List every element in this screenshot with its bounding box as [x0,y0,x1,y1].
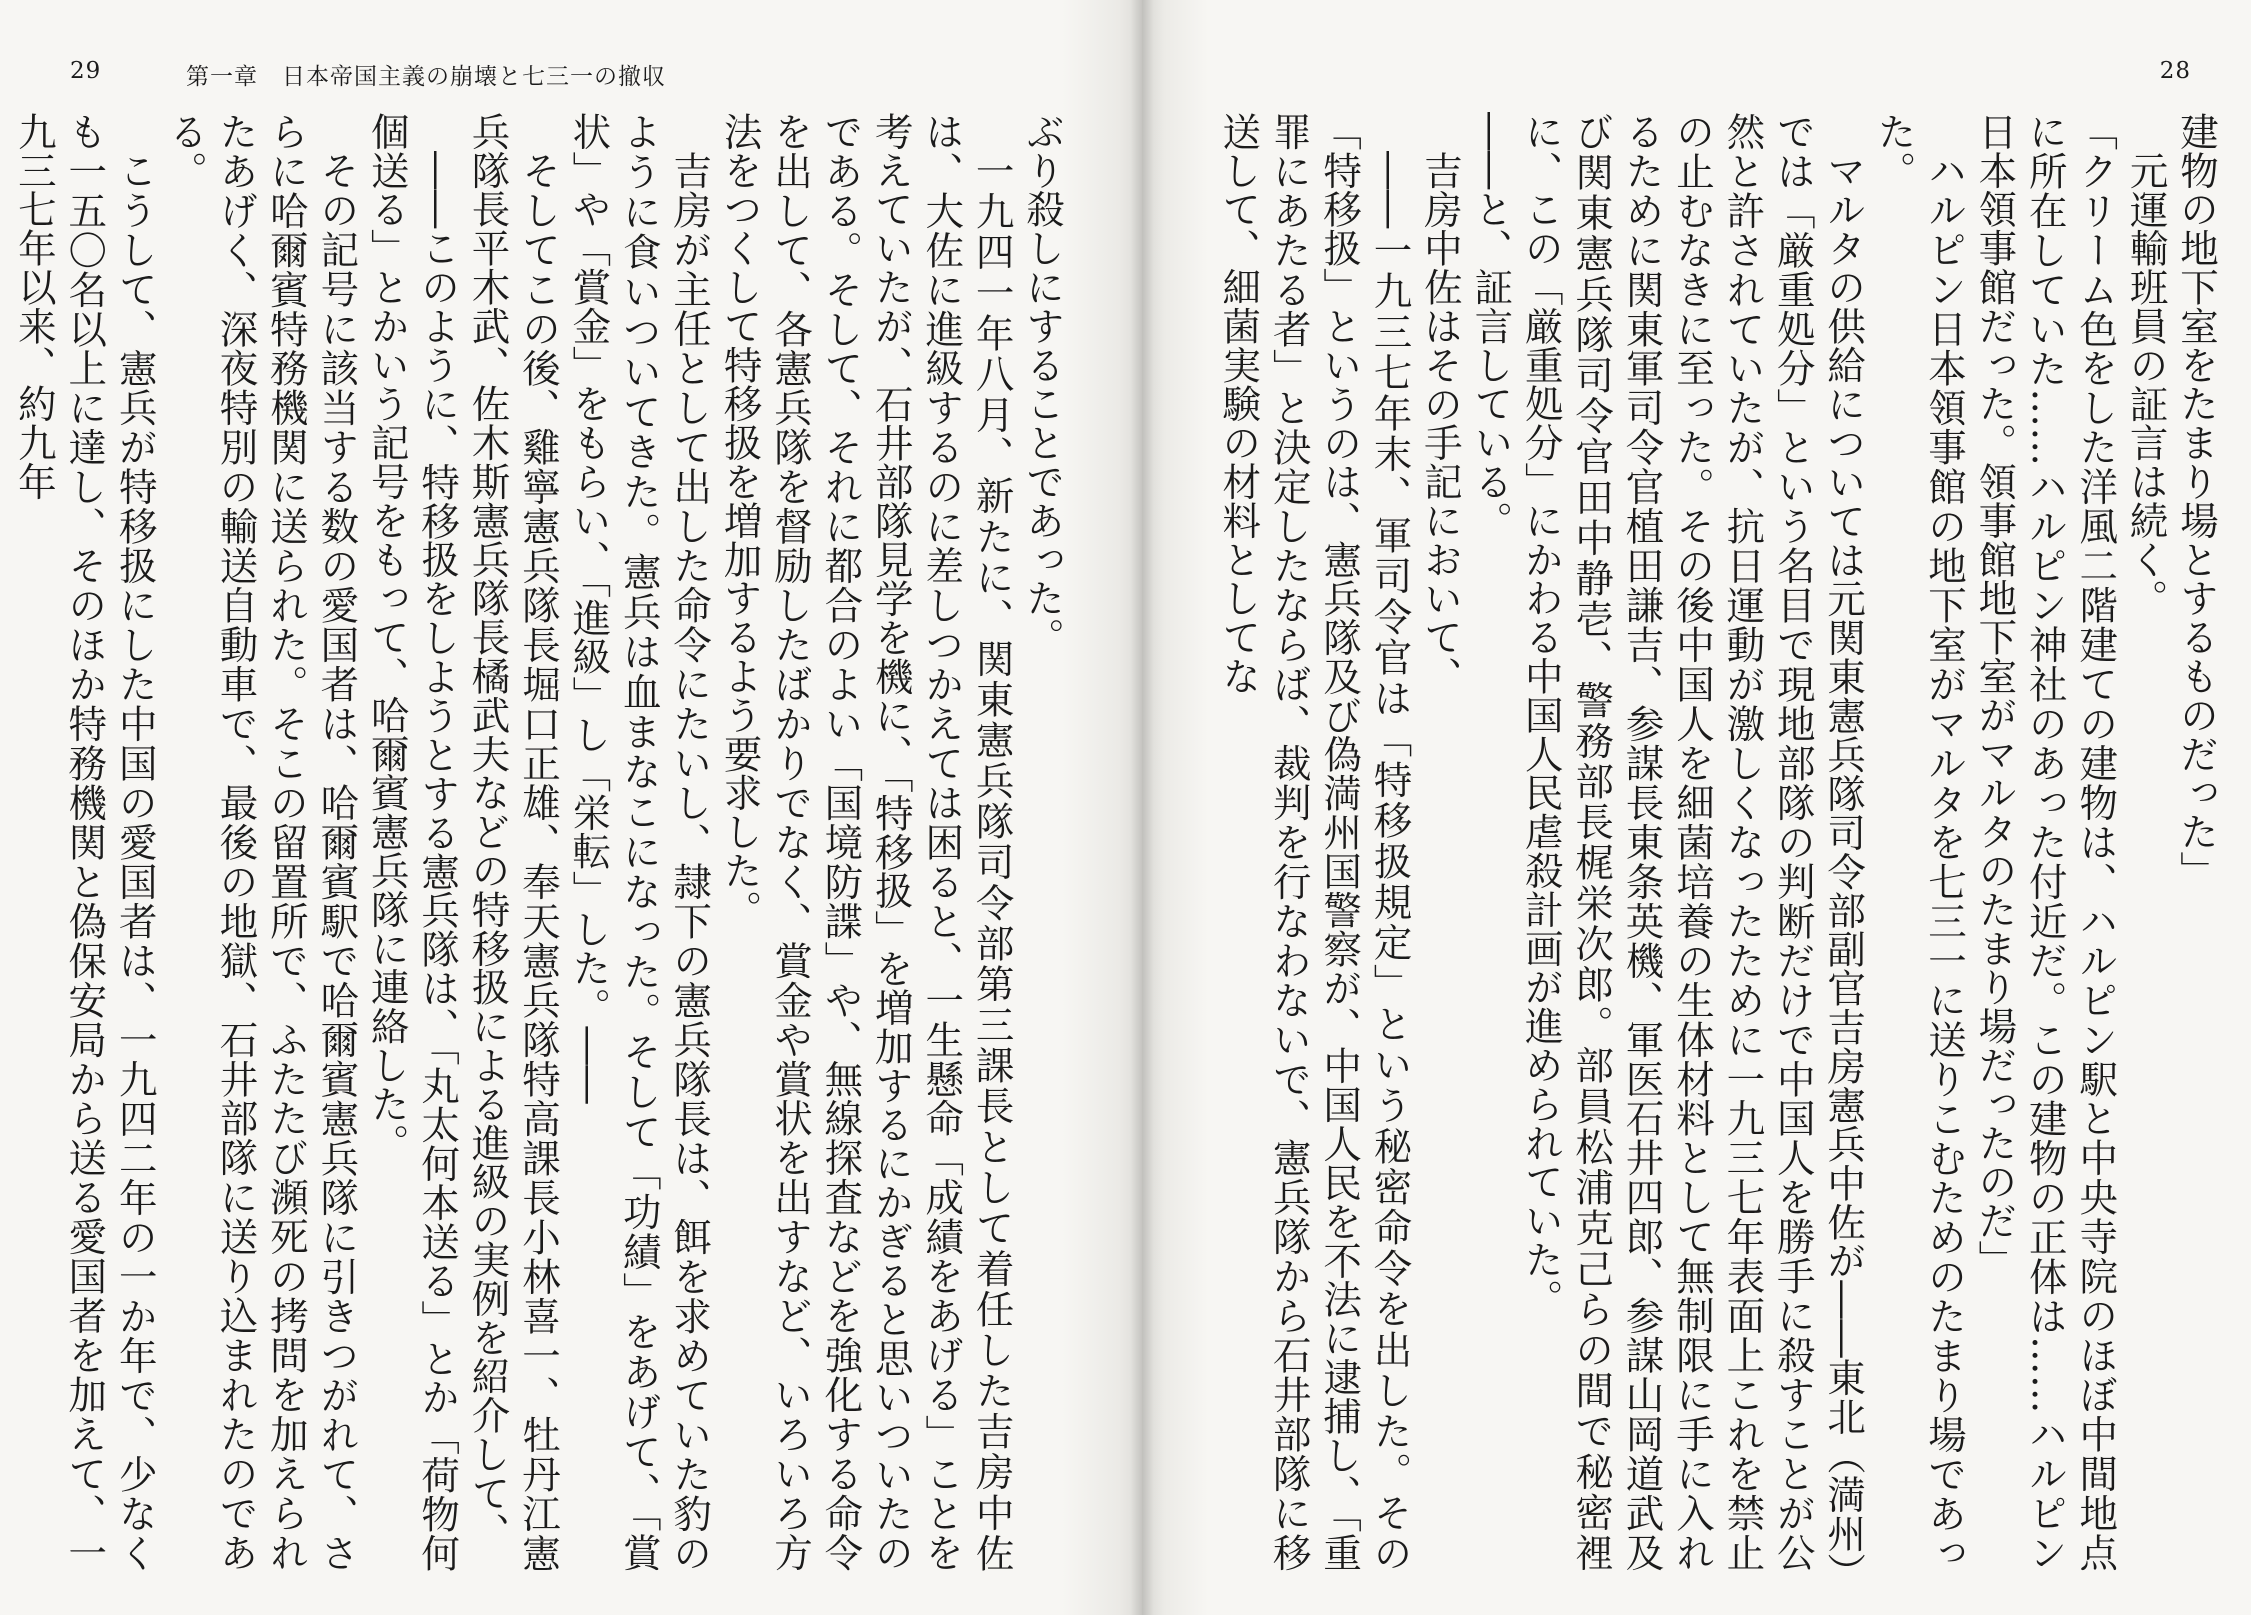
paragraph: ハルピン日本領事館の地下室がマルタを七三一に送りこむためのたまり場であった。 [1871,112,1967,1572]
right-page [1142,0,2251,1615]
paragraph: ――このように、特移扱をしようとする憲兵隊は、「丸太何本送る」とか「荷物何個送る」とかいう記号をもって、哈爾賓憲兵隊に連絡した。 [364,112,461,1572]
paragraph: 一九四一年八月、新たに、関東憲兵隊司令部第三課長として着任した吉房中佐は、大佐に進級するのに差しつかえては困ると、一生懸命「成績をあげる」ことを考えていたが、石井部隊見学を機に、「特移扱」を増加するにかぎると思いついたのである。そして、それに都合のよい「国境防諜」や、無線探査などを強化する命令を出して、各憲兵隊を督励したばかりでなく、賞金や賞状を出すなど、いろいろ方法をつくして特移扱を増加するよう要求した。 [717,112,1015,1572]
paragraph: その記号に該当する数の愛国者は、哈爾賓駅で哈爾賓憲兵隊に引きつがれて、さらに哈爾賓特務機関に送られた。そこの留置所で、ふたたび瀕死の拷問を加えられたあげく、深夜特別の輸送自動車で、最後の地獄、石井部隊に送り込まれたのである。 [163,112,360,1572]
running-header: 第一章 日本帝国主義の崩壊と七三一の撤収 [186,64,666,90]
paragraph: ぶり殺しにすることであった。 [1020,112,1065,657]
paragraph: 元運輸班員の証言は続く。 [2123,150,2169,618]
paragraph: ――と、証言している。 [1468,112,1514,540]
paragraph: 吉房中佐はその手記において、 [1417,150,1463,696]
left-body-text [11,112,1067,1572]
paragraph: 建物の地下室をたまり場とするものだった」 [2174,112,2219,890]
book-gutter-shadow [1130,0,1154,1615]
left-page-number: 29 [70,58,102,84]
right-body-text [1216,112,2221,1572]
paragraph: ――一九三七年末、軍司令官は「特移扱規定」という秘密命令を出した。その「特移扱」というのは、憲兵隊及び偽満州国警察が、中国人民を不法に逮捕し、「重罪にあたる者」と決定したならば、裁判を行なわないで、憲兵隊から石井部隊に移送して、細菌実験の材料としてな [1216,112,1413,1572]
paragraph: 吉房が主任として出した命令にたいし、隷下の憲兵隊長は、餌を求めていた豹のように食いついてきた。憲兵は血まなこになった。そして「功績」をあげて、「賞状」や「賞金」をもらい、「進級」し「栄転」した。―― [566,112,713,1572]
paragraph: マルタの供給については元関東憲兵隊司令部副官吉房憲兵中佐が――東北（満州）では「厳重処分」という名目で現地部隊の判断だけで中国人を勝手に殺すことが公然と許されていたが、抗日運動が激しくなったために一九三七年表面上これを禁止の止むなきに至った。その後中国人を細菌培養の生体材料として無制限に手に入れるために関東軍司令官植田謙吉、参謀長東条英機、軍医石井四郎、参謀山岡道武及び関東憲兵隊司令官田中静壱、警務部長梶栄次郎。部員松浦克己らの間で秘密裡に、この「厳重処分」にかわる中国人民虐殺計画が進められていた。 [1518,112,1867,1572]
paragraph: そしてこの後、雞寧憲兵隊長堀口正雄、奉天憲兵隊特高課長小林喜一、牡丹江憲兵隊長平木武、佐木斯憲兵隊長橘武夫などの特移扱による進級の実例を紹介して、 [465,112,561,1572]
right-page-number: 28 [2159,58,2191,84]
paragraph: こうして、憲兵が特移扱にした中国の愛国者は、一九四二年の一か年で、少なくも一五〇名以上に達し、そのほか特務機関と偽保安局から送る愛国者を加えて、一九三七年以来、約九年 [11,112,158,1572]
paragraph: 「クリーム色をした洋風二階建ての建物は、ハルピン駅と中央寺院のほぼ中間地点に所在していた……ハルピン神社のあった付近だ。この建物の正体は……ハルピン日本領事館だった。領事館地下室がマルタのたまり場だったのだ」 [1972,112,2119,1572]
